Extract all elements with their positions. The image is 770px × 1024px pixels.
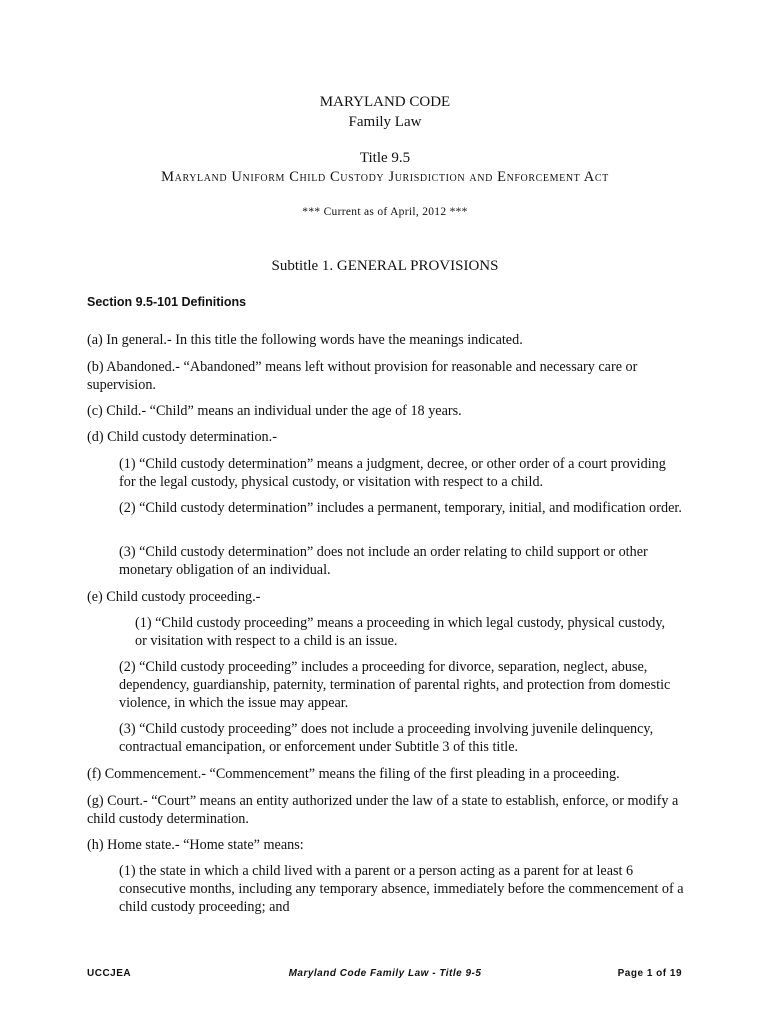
paragraph-h-1: (1) the state in which a child lived with a parent or a person acting as a parent for at least 6 consecutive months, including any temporary absence, immediately before the commencement of a child custody proceeding; and xyxy=(119,863,684,915)
paragraph-f: (f) Commencement.- “Commencement” means the filing of the first pleading in a proceeding. xyxy=(87,766,620,782)
paragraph-e-2: (2) “Child custody proceeding” includes a proceeding for divorce, separation, neglect, abuse, dependency, guardianship, paternity, termination of parental rights, and protection from domestic violence, in which the issue may appear. xyxy=(119,659,671,711)
paragraph-e-1: (1) “Child custody proceeding” means a proceeding in which legal custody, physical custody, or visitation with respect to a child is an issue. xyxy=(135,615,666,649)
paragraph-h: (h) Home state.- “Home state” means: xyxy=(87,837,304,853)
footer-left: UCCJEA xyxy=(87,968,132,979)
code-subject: Family Law xyxy=(348,114,422,130)
paragraph-d: (d) Child custody determination.- xyxy=(87,429,277,445)
act-name: Maryland Uniform Child Custody Jurisdiction and Enforcement Act xyxy=(161,169,609,185)
footer-center: Maryland Code Family Law - Title 9-5 xyxy=(288,968,482,979)
page-number: Page 1 of 19 xyxy=(617,968,682,979)
paragraph-d-1: (1) “Child custody determination” means a judgment, decree, or other order of a court providing for the legal custody, physical custody, or visitation with respect to a child. xyxy=(119,456,666,490)
paragraph-e: (e) Child custody proceeding.- xyxy=(87,589,261,605)
code-title: MARYLAND CODE xyxy=(319,94,451,110)
paragraph-d-2: (2) “Child custody determination” includes a permanent, temporary, initial, and modification order. xyxy=(119,500,682,516)
paragraph-c: (c) Child.- “Child” means an individual under the age of 18 years. xyxy=(87,403,462,419)
subtitle: Subtitle 1. GENERAL PROVISIONS xyxy=(271,258,499,274)
current-as-of: *** Current as of April, 2012 *** xyxy=(302,206,468,218)
paragraph-a: (a) In general.- In this title the following words have the meanings indicated. xyxy=(87,332,523,348)
title-number: Title 9.5 xyxy=(359,150,411,166)
paragraph-d-3: (3) “Child custody determination” does not include an order relating to child support or other monetary obligation of an individual. xyxy=(119,544,648,578)
section-heading: Section 9.5-101 Definitions xyxy=(87,295,247,309)
paragraph-e-3: (3) “Child custody proceeding” does not include a proceeding involving juvenile delinquency, contractual emancipation, or enforcement under Subtitle 3 of this title. xyxy=(119,721,654,755)
paragraph-b: (b) Abandoned.- “Abandoned” means left without provision for reasonable and necessary care or supervision. xyxy=(87,359,638,393)
paragraph-g: (g) Court.- “Court” means an entity authorized under the law of a state to establish, enforce, or modify a child custody determination. xyxy=(87,793,679,827)
